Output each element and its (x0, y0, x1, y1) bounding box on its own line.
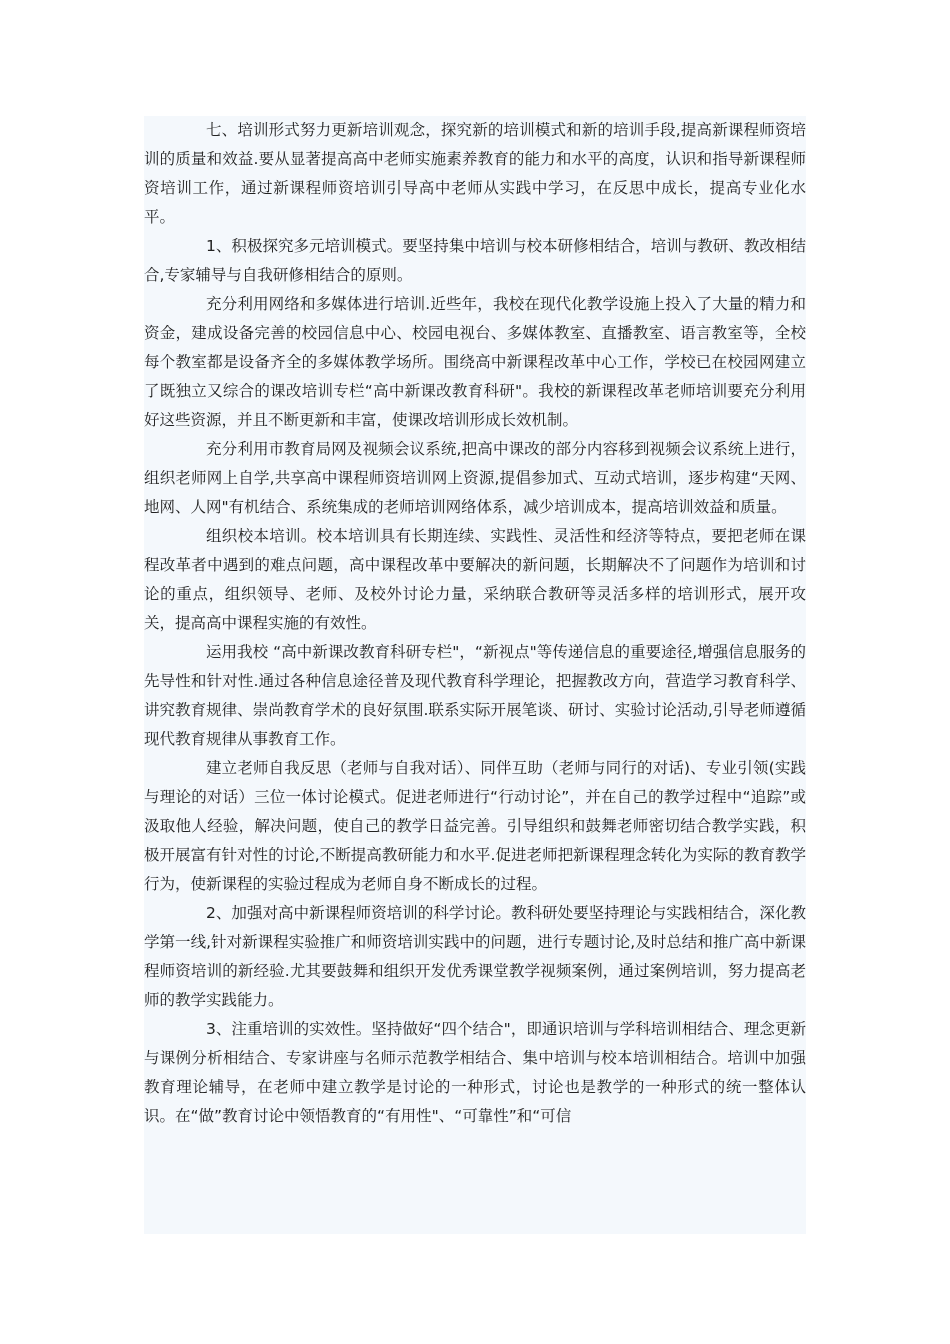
paragraph-three-in-one-model: 建立老师自我反思（老师与自我对话）、同伴互助（老师与同行的对话)、专业引领(实践与理论的对话）三位一体讨论模式。促进老师进行“行动讨论”，并在自己的教学过程中“追踪”或汲取他人经验，解决问题，使自己的教学日益完善。引导组织和鼓舞老师密切结合教学实践，积极开展富有针对性的讨论,不断提高教研能力和水平.促进老师把新课程理念转化为实际的教育教学行为，使新课程的实验过程成为老师自身不断成长的过程。 (144, 759, 806, 893)
document-body (144, 116, 806, 1234)
paragraph-network-multimedia: 充分利用网络和多媒体进行培训.近些年，我校在现代化教学设施上投入了大量的精力和资金，建成设备完善的校园信息中心、校园电视台、多媒体教室、直播教室、语言教室等，全校每个教室都是设备齐全的多媒体教学场所。围绕高中新课程改革中心工作，学校已在校园网建立了既独立又综合的课改培训专栏“高中新课改教育科研"。我校的新课程改革老师培训要充分利用好这些资源，并且不断更新和丰富，使课改培训形成长效机制。 (144, 295, 806, 429)
paragraph-item-three: 3、注重培训的实效性。坚持做好“四个结合"，即通识培训与学科培训相结合、理念更新与课例分析相结合、专家讲座与名师示范教学相结合、集中培训与校本培训相结合。培训中加强教育理论辅导，在老师中建立教学是讨论的一种形式，讨论也是教学的一种形式的统一整体认识。在“做”教育讨论中领悟教育的“有用性"、“可靠性”和“可信 (144, 1020, 806, 1125)
paragraph-item-two: 2、加强对高中新课程师资培训的科学讨论。教科研处要坚持理论与实践相结合，深化教学第一线,针对新课程实验推广和师资培训实践中的问题，进行专题讨论,及时总结和推广高中新课程师资培训的新经验.尤其要鼓舞和组织开发优秀课堂教学视频案例，通过案例培训，努力提高老师的教学实践能力。 (144, 904, 806, 1009)
paragraph-section-seven: 七、培训形式努力更新培训观念，探究新的培训模式和新的培训手段,提高新课程师资培训的质量和效益.要从显著提高高中老师实施素养教育的能力和水平的高度，认识和指导新课程师资培训工作，通过新课程师资培训引导高中老师从实践中学习，在反思中成长，提高专业化水平。 (144, 121, 806, 226)
paragraph-item-one: 1、积极探究多元培训模式。要坚持集中培训与校本研修相结合，培训与教研、教改相结合,专家辅导与自我研修相结合的原则。 (144, 237, 806, 284)
paragraph-school-training: 组织校本培训。校本培训具有长期连续、实践性、灵活性和经济等特点，要把老师在课程改革者中遇到的难点问题，高中课程改革中要解决的新问题，长期解决不了问题作为培训和讨论的重点，组织领导、老师、及校外讨论力量，采纳联合教研等灵活多样的培训形式，展开攻关，提高高中课程实施的有效性。 (144, 527, 806, 632)
paragraph-info-channels: 运用我校 “高中新课改教育科研专栏"，“新视点"等传递信息的重要途径,增强信息服务的先导性和针对性.通过各种信息途径普及现代教育科学理论，把握教改方向，营造学习教育科学、讲究教育规律、崇尚教育学术的良好氛围.联系实际开展笔谈、研讨、实验讨论活动,引导老师遵循现代教育规律从事教育工作。 (144, 643, 806, 748)
paragraph-video-conference: 充分利用市教育局网及视频会议系统,把高中课改的部分内容移到视频会议系统上进行，组织老师网上自学,共享高中课程师资培训网上资源,提倡参加式、互动式培训，逐步构建“天网、地网、人网"有机结合、系统集成的老师培训网络体系，减少培训成本，提高培训效益和质量。 (144, 440, 806, 516)
